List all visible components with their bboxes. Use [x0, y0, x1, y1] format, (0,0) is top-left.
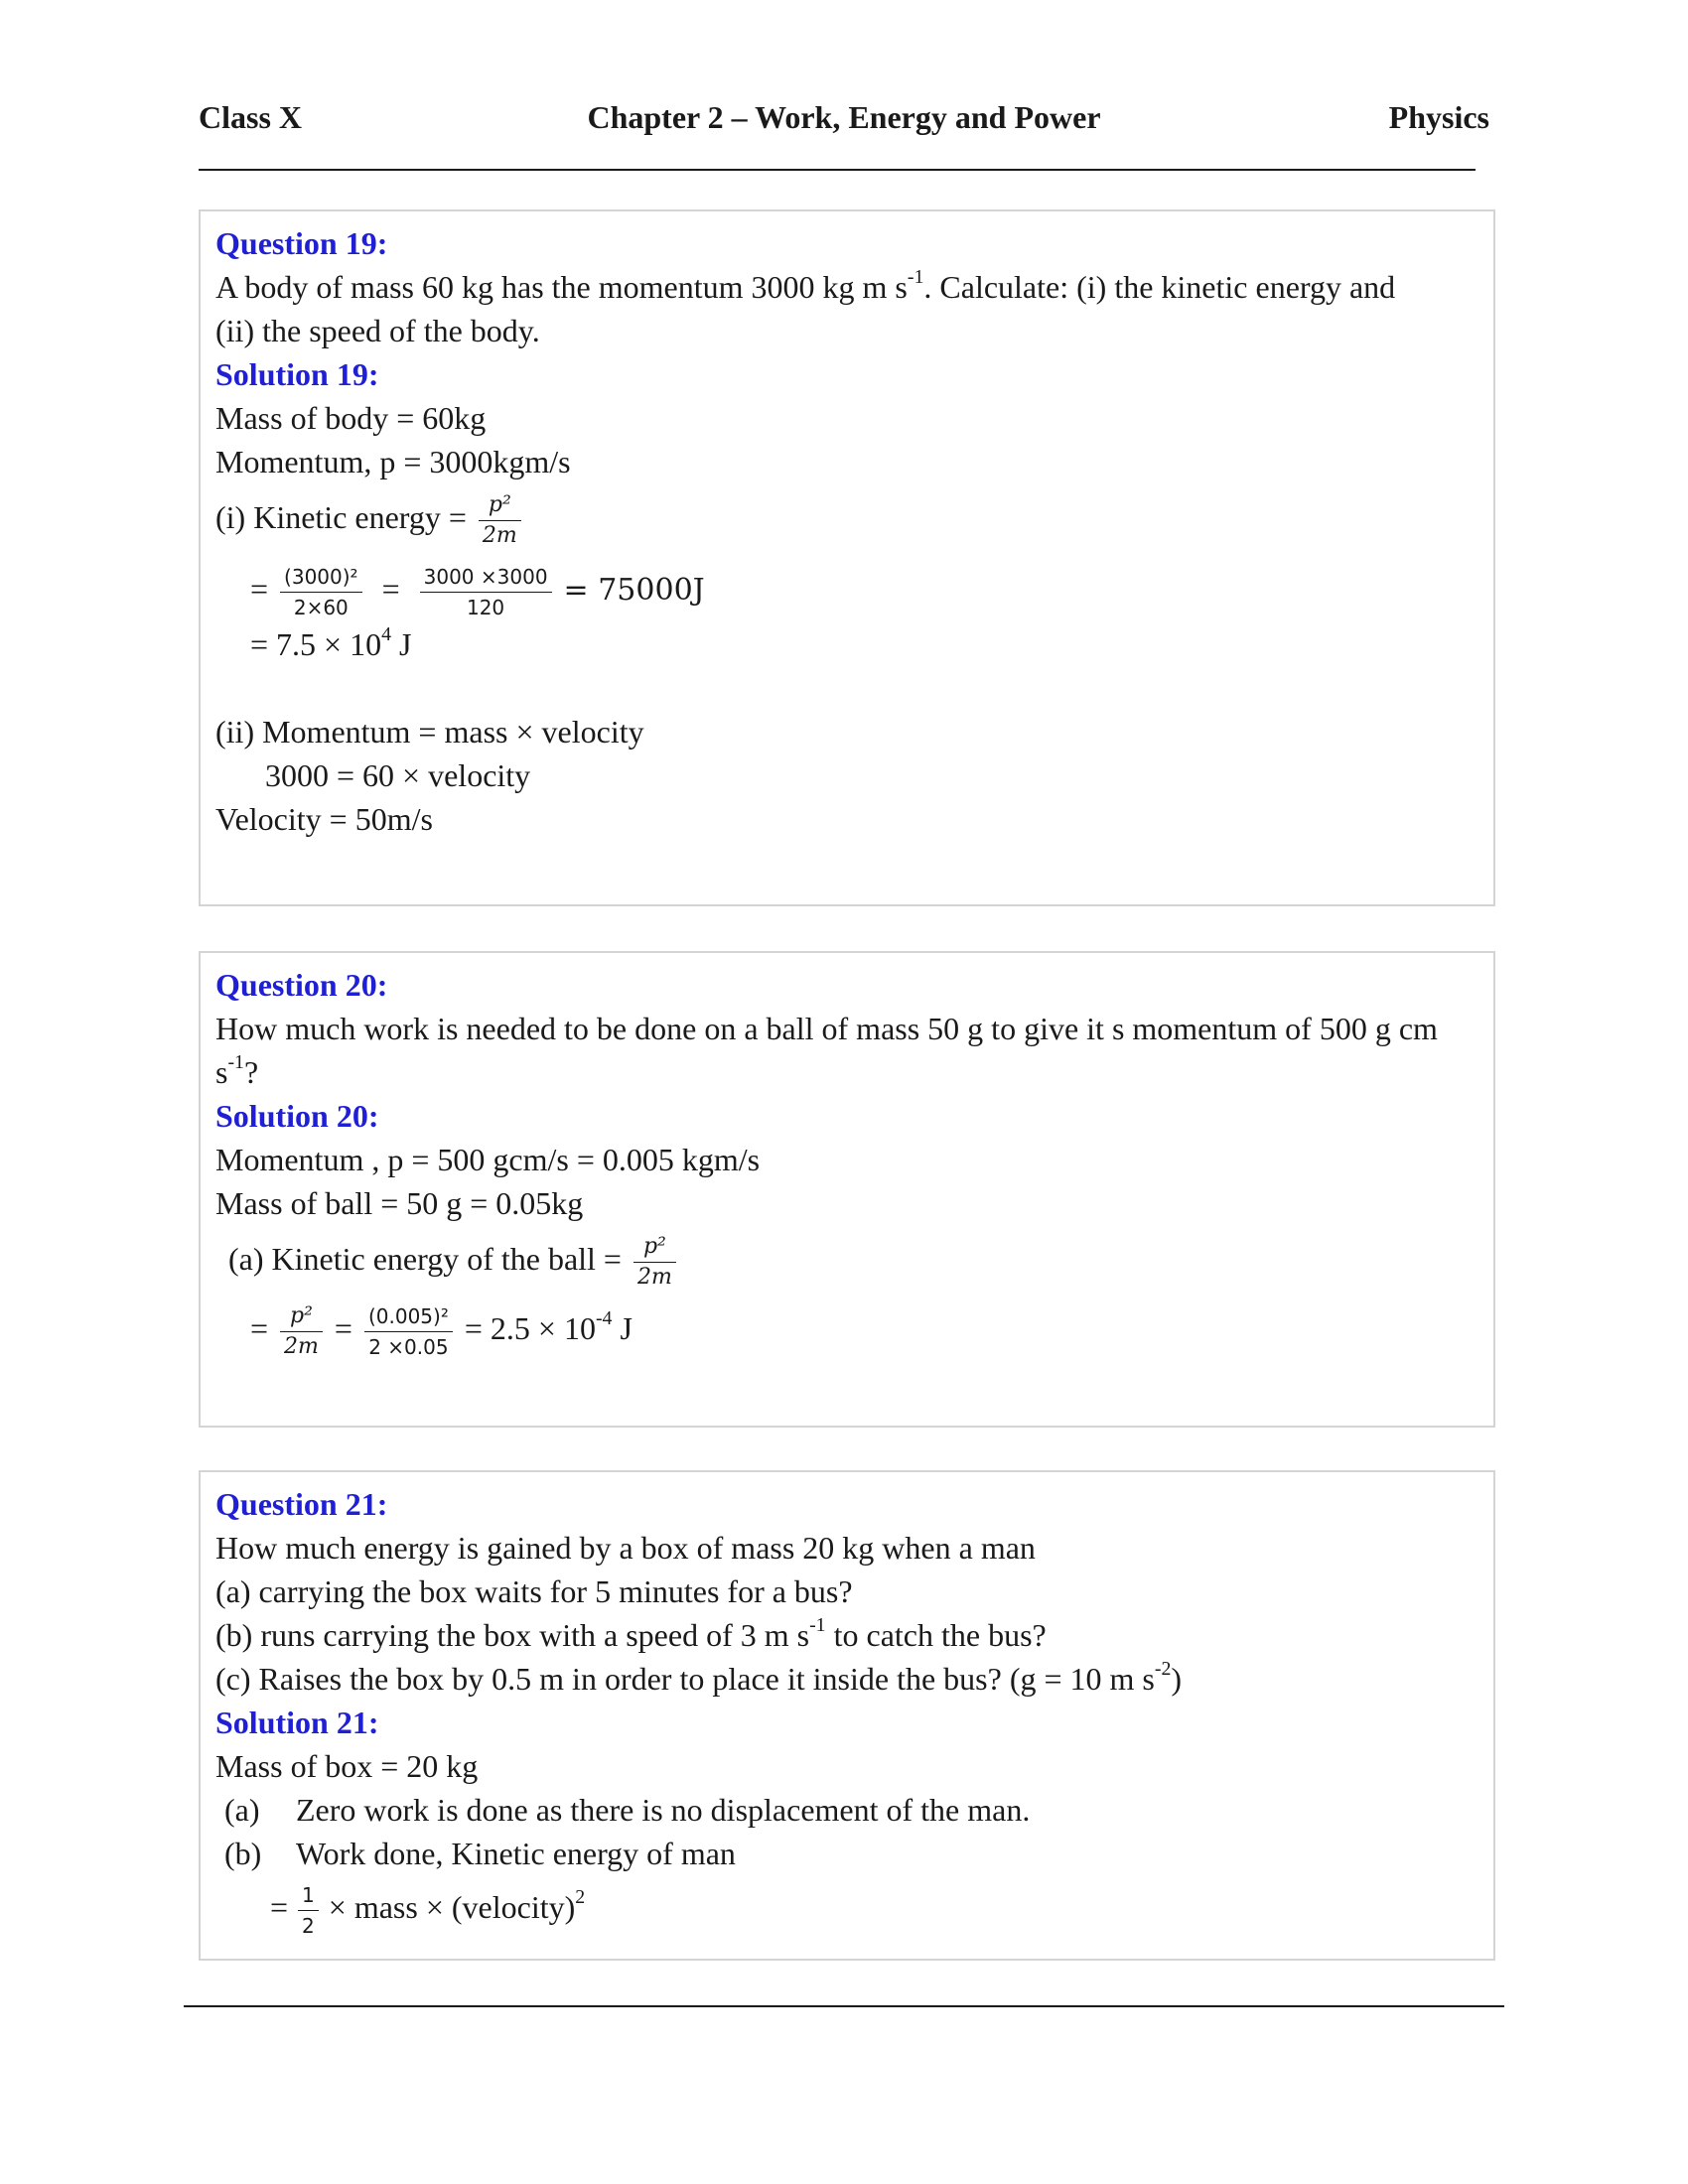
fraction: [298, 1882, 319, 1939]
text-segment: = 2.5 × 10: [464, 1310, 596, 1346]
list-marker: (a): [224, 1792, 260, 1828]
equals-sign: =: [270, 1889, 289, 1925]
superscript: -4: [595, 1307, 613, 1330]
question-20-text-line-1: How much work is needed to be done on a ball of mass 50 g to give it s momentum of 500 g cm: [215, 1011, 1438, 1046]
text-segment: (c) Raises the box by 0.5 m in order to place it inside the bus? (g = 10 m s: [215, 1661, 1155, 1697]
fraction: [364, 1303, 453, 1360]
solution-19-line-1: Mass of body = 60kg: [215, 400, 487, 436]
solution-21-line-2: [224, 1790, 1030, 1830]
superscript: 4: [381, 623, 392, 646]
solution-21-line-1: Mass of box = 20 kg: [215, 1748, 479, 1784]
question-21-text-line-3: [215, 1615, 1047, 1655]
text-segment: (i) Kinetic energy =: [215, 499, 467, 535]
text-segment: s: [215, 1054, 228, 1090]
equals-sign: =: [334, 1310, 352, 1346]
fraction: [479, 492, 521, 549]
superscript: -1: [809, 1614, 826, 1637]
result: [464, 1307, 633, 1346]
superscript: -2: [1154, 1658, 1172, 1681]
text-segment: ): [1171, 1661, 1183, 1697]
solution-19-kinetic-energy-formula: [215, 487, 525, 549]
text-segment: = 7.5 × 10: [250, 626, 382, 662]
question-21-text-line-2: (a) carrying the box waits for 5 minutes for a bus?: [215, 1573, 853, 1609]
solution-20-label: Solution 20:: [215, 1098, 379, 1134]
text-segment: (b) runs carrying the box with a speed of 3 m s: [215, 1617, 810, 1653]
text-segment: ?: [243, 1054, 259, 1090]
header-chapter-title: Chapter 2 – Work, Energy and Power: [587, 99, 1101, 135]
question-21-text-line-1: How much energy is gained by a box of mass 20 kg when a man: [215, 1530, 1036, 1566]
solution-21-line-3: [224, 1834, 736, 1873]
solution-20-kinetic-energy-formula: [228, 1229, 680, 1291]
header-divider: [199, 169, 1476, 171]
question-19-text-line-1: [215, 267, 1395, 307]
text-segment: . Calculate: (i) the kinetic energy and: [923, 269, 1396, 305]
fraction: [280, 1303, 323, 1360]
fraction-numerator: (3000)²: [280, 564, 362, 593]
solution-19-line-2: Momentum, p = 3000kgm/s: [215, 444, 571, 479]
question-19-box: [199, 209, 1495, 906]
text-segment: to catch the bus?: [825, 1617, 1047, 1653]
solution-19-line-6: (ii) Momentum = mass × velocity: [215, 714, 644, 750]
header-class: Class X: [199, 99, 303, 135]
superscript: 2: [575, 1886, 586, 1909]
fraction-denominator: 2m: [482, 523, 517, 549]
text-segment: J: [391, 626, 412, 662]
question-19-text-line-2: (ii) the speed of the body.: [215, 313, 540, 348]
question-21-label: Question 21:: [215, 1486, 388, 1522]
solution-20-line-2: Mass of ball = 50 g = 0.05kg: [215, 1185, 584, 1221]
text-segment: × mass × (velocity): [328, 1889, 576, 1925]
equals-sign: =: [381, 571, 400, 607]
solution-21-label: Solution 21:: [215, 1705, 379, 1740]
solution-20-line-1: Momentum , p = 500 gcm/s = 0.005 kgm/s: [215, 1142, 761, 1177]
list-marker: (b): [224, 1836, 262, 1871]
question-19-label: Question 19:: [215, 225, 388, 261]
question-21-text-line-4: [215, 1659, 1182, 1699]
solution-19-line-7: 3000 = 60 × velocity: [265, 757, 531, 793]
solution-19-line-8: Velocity = 50m/s: [215, 801, 433, 837]
fraction-denominator: 2: [302, 1914, 315, 1939]
equals-sign: =: [250, 571, 269, 607]
fraction-numerator: 3000 ×3000: [420, 564, 552, 593]
question-20-box: [199, 951, 1495, 1428]
question-21-box: [199, 1470, 1495, 1961]
superscript: -1: [227, 1051, 244, 1074]
text-segment: J: [612, 1310, 633, 1346]
fraction-denominator: 2×60: [293, 596, 349, 620]
fraction-numerator: p²: [633, 1234, 676, 1263]
text-segment: Work done, Kinetic energy of man: [296, 1836, 736, 1871]
result: = 75000J: [563, 573, 705, 608]
text-segment: (a) Kinetic energy of the ball =: [228, 1241, 622, 1277]
fraction-denominator: 120: [466, 596, 505, 620]
solution-20-calculation: [250, 1297, 633, 1360]
fraction-numerator: p²: [479, 492, 521, 521]
page-header: [199, 97, 1489, 145]
footer-divider: [184, 2005, 1504, 2007]
fraction-numerator: 1: [298, 1882, 319, 1911]
text-segment: A body of mass 60 kg has the momentum 3000 kg m s: [215, 269, 908, 305]
header-subject: Physics: [1388, 99, 1489, 135]
fraction-denominator: 2m: [284, 1334, 319, 1360]
fraction: [633, 1234, 676, 1291]
fraction: [280, 564, 362, 620]
solution-19-calculation: [250, 557, 705, 622]
equals-sign: =: [250, 1310, 269, 1346]
fraction-denominator: 2 ×0.05: [368, 1335, 449, 1360]
fraction-numerator: p²: [280, 1303, 323, 1332]
solution-19-line-5: [250, 624, 411, 664]
question-20-label: Question 20:: [215, 967, 388, 1003]
question-20-text-line-2: [215, 1052, 258, 1092]
fraction-numerator: (0.005)²: [364, 1303, 453, 1332]
text-segment: Zero work is done as there is no displacement of the man.: [296, 1792, 1031, 1828]
fraction-denominator: 2m: [636, 1265, 672, 1291]
solution-21-kinetic-energy-formula: [270, 1877, 585, 1939]
solution-19-label: Solution 19:: [215, 356, 379, 392]
superscript: -1: [907, 266, 924, 289]
fraction: [420, 564, 552, 620]
